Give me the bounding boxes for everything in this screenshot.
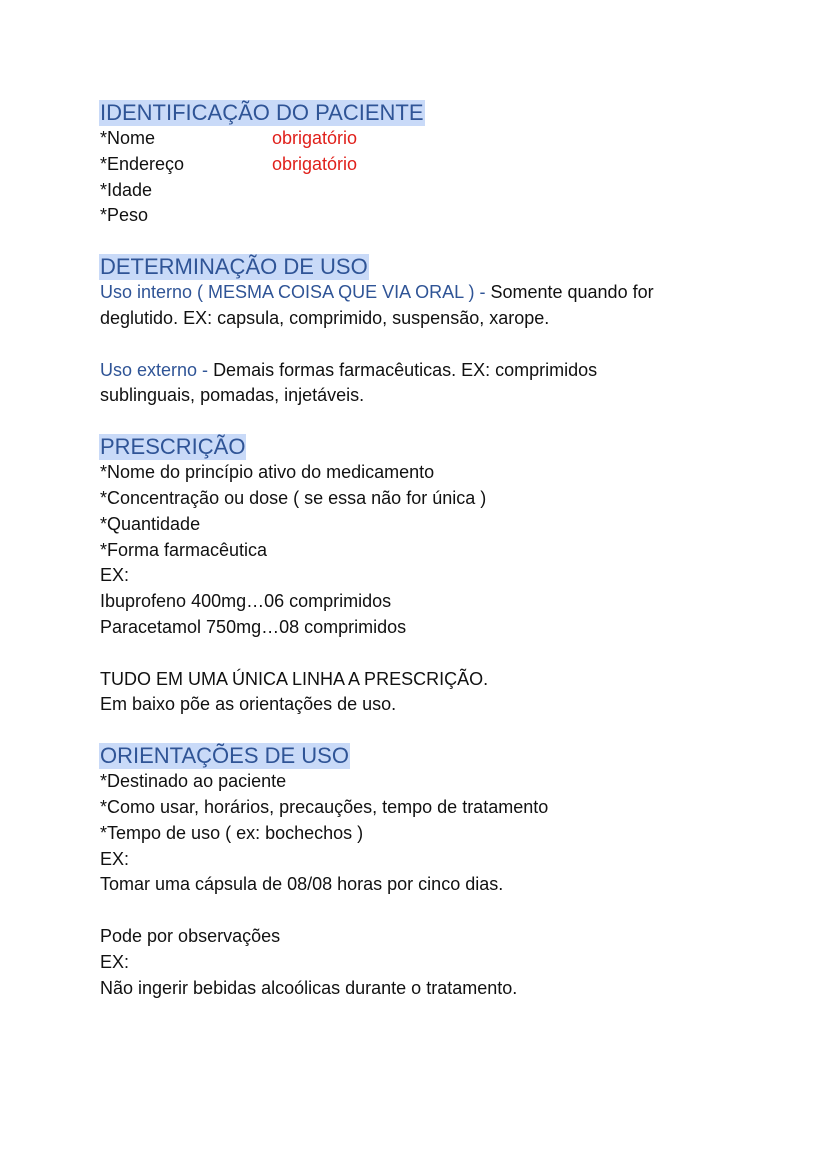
list-item: *Tempo de uso ( ex: bochechos ): [100, 822, 364, 843]
heading-determinacao: DETERMINAÇÃO DE USO: [100, 254, 368, 280]
prescricao-note: TUDO EM UMA ÚNICA LINHA A PRESCRIÇÃO.: [100, 668, 489, 689]
prescricao-note: Em baixo põe as orientações de uso.: [100, 694, 397, 715]
heading-prescricao: PRESCRIÇÃO: [100, 434, 246, 460]
section-determinacao: [100, 254, 740, 409]
uso-interno-line-1: Uso interno ( MESMA COISA QUE VIA ORAL ) - Somente quando for: [100, 282, 654, 303]
list-item: Ibuprofeno 400mg…06 comprimidos: [100, 591, 392, 612]
uso-externo-line-2: sublinguais, pomadas, injetáveis.: [100, 385, 365, 406]
list-item: Tomar uma cápsula de 08/08 horas por cinco dias.: [100, 874, 504, 895]
heading-identificacao: IDENTIFICAÇÃO DO PACIENTE: [100, 100, 424, 125]
list-item: *Nome do princípio ativo do medicamento: [100, 462, 435, 483]
section-prescricao: [100, 434, 740, 718]
list-item: *Concentração ou dose ( se essa não for única ): [100, 487, 487, 508]
field-endereco: *Endereço obrigatório: [100, 153, 358, 174]
heading-orientacoes: ORIENTAÇÕES DE USO: [100, 743, 349, 769]
uso-interno-line-2: deglutido. EX: capsula, comprimido, suspensão, xarope.: [100, 307, 550, 328]
observacoes-line: Pode por observações: [100, 925, 281, 946]
list-item: *Quantidade: [100, 513, 201, 534]
document-page: [100, 100, 740, 1026]
uso-interno-term: Uso interno ( MESMA COISA QUE VIA ORAL ) -: [100, 282, 486, 303]
uso-externo-term: Uso externo -: [100, 359, 209, 380]
section-orientacoes: [100, 743, 740, 1001]
required-note: obrigatório: [272, 153, 358, 174]
field-peso: *Peso: [100, 205, 149, 226]
list-item: Paracetamol 750mg…08 comprimidos: [100, 616, 407, 637]
list-item: *Forma farmacêutica: [100, 539, 268, 560]
observacoes-line: Não ingerir bebidas alcoólicas durante o tratamento.: [100, 977, 518, 998]
section-identificacao: [100, 100, 740, 229]
list-item: EX:: [100, 848, 130, 869]
observacoes-line: EX:: [100, 951, 130, 972]
required-note: obrigatório: [272, 128, 358, 148]
field-idade: *Idade: [100, 179, 153, 200]
uso-externo-line-1: Uso externo - Demais formas farmacêuticas. EX: comprimidos: [100, 359, 598, 380]
field-nome: *Nome obrigatório: [100, 128, 358, 148]
list-item: *Destinado ao paciente: [100, 771, 287, 792]
list-item: EX:: [100, 565, 130, 586]
list-item: *Como usar, horários, precauções, tempo de tratamento: [100, 796, 549, 817]
